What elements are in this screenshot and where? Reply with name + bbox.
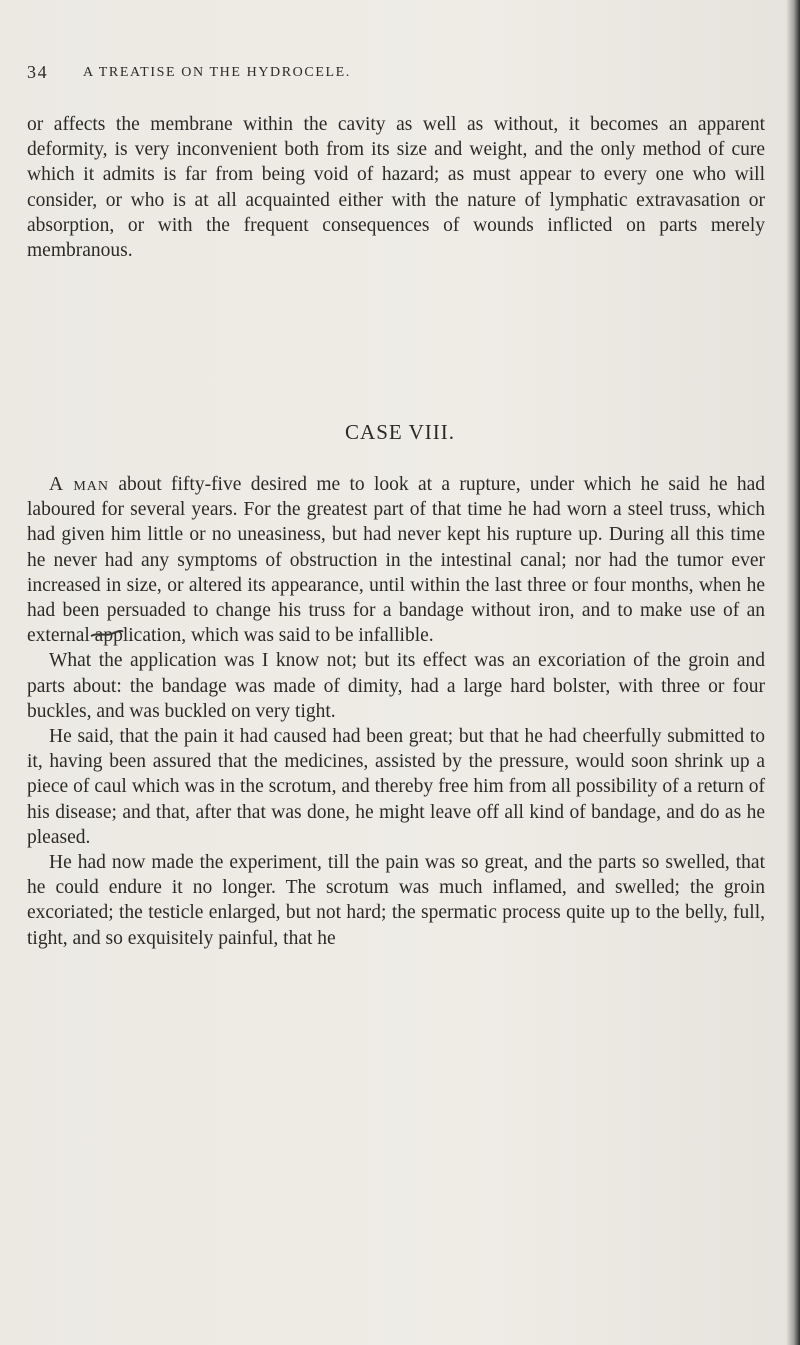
case-paragraph-1 bbox=[27, 472, 765, 648]
case-body bbox=[27, 472, 765, 951]
case-paragraph-4: He had now made the experiment, till the pain was so great, and the parts so swelled, that he could endure it no longer. The scrotum was much inflamed, and swelled; the groin excoriated; the testicle enlarged, but not hard; the spermatic process quite up to the belly, full, tight, and so exquisitely painful, that he bbox=[27, 852, 765, 949]
case-paragraph-2: What the application was I know not; but its effect was an excoriation of the groin and parts about: the bandage was made of dimity, had a large hard bolster, with three or four buckles, and was buckled on very tight. bbox=[27, 650, 765, 722]
case-heading: CASE VIII. bbox=[345, 420, 455, 444]
intro-text bbox=[27, 112, 765, 263]
case-lead: A man bbox=[49, 474, 110, 495]
page-edge-shadow bbox=[786, 0, 800, 1345]
page-number: 34 bbox=[27, 62, 49, 82]
running-head: A TREATISE ON THE HYDROCELE. bbox=[83, 65, 351, 80]
page-header bbox=[27, 62, 747, 88]
case-paragraph-1-text: about fifty-five desired me to look at a rupture, under which he said he had laboured for several years. For the greatest part of that time he had worn a steel truss, which had given him little or no uneasiness, but had never kept his rupture up. During all this time he never had any symptoms of obstruction in the intestinal canal; nor had the tumor ever increased in size, or altered its appearance, until within the last three or four months, when he had been persuaded to change his truss for a bandage without iron, and to make use of an external application, which was said to be infallible. bbox=[27, 474, 765, 647]
ink-smudge-icon bbox=[90, 630, 124, 638]
case-paragraph-3: He said, that the pain it had caused had been great; but that he had cheerfully submitted to it, having been assured that the medicines, assisted by the pressure, would soon shrink up a piece of caul which was in the scrotum, and thereby free him from all possibility of a return of his disease; and that, after that was done, he might leave off all kind of bandage, and do as he pleased. bbox=[27, 726, 765, 848]
intro-paragraph: or affects the membrane within the cavity as well as without, it becomes an apparent deformity, is very inconvenient both from its size and weight, and the only method of cure which it admits is far from being void of hazard; as must appear to every one who will consider, or who is at all acquainted either with the nature of lymphatic extravasation or absorption, or with the frequent consequences of wounds inflicted on parts merely membranous. bbox=[27, 114, 765, 262]
